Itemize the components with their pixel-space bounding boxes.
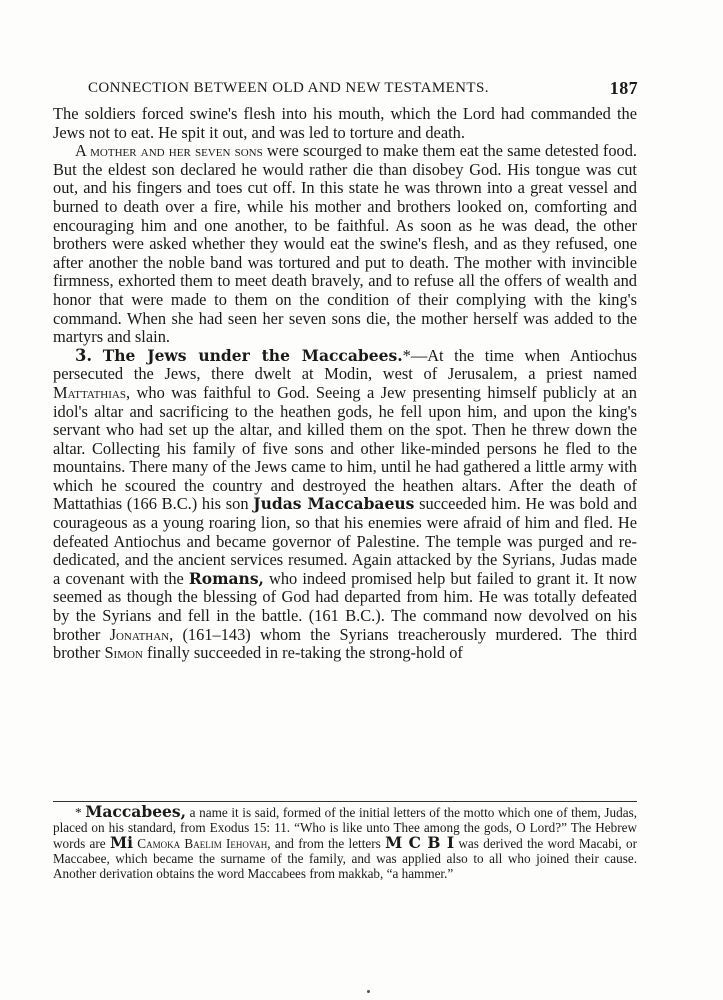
running-head-title: CONNECTION BETWEEN OLD AND NEW TESTAMENTS. bbox=[88, 80, 489, 96]
running-head bbox=[88, 78, 638, 100]
footnote bbox=[53, 804, 637, 881]
name-judas-maccabaeus: Judas Maccabaeus bbox=[253, 494, 415, 514]
term-romans: Romans, bbox=[188, 568, 264, 588]
paragraph-martyrdom-eleazar bbox=[53, 105, 637, 142]
footnote-text: was derived the word Macabi, or Maccabee, which became the surname of the family, and was applied also to all who joined their cause. Another derivation obtains the word Maccabees from makkab, “a hammer.” bbox=[53, 836, 638, 881]
body-text bbox=[53, 105, 637, 663]
hebrew-word: Iehovah bbox=[226, 836, 268, 851]
footnote-paragraph bbox=[53, 804, 637, 881]
section-number: 3. bbox=[75, 345, 93, 365]
paragraph-text: The soldiers forced swine's flesh into his mouth, which the Lord had commanded the Jews not to eat. He spit it out, and was led to torture and death. bbox=[53, 104, 637, 142]
paragraph-text: who indeed promised help but failed to grant it. It now seemed as though the blessing of God had departed from him. He was totally defeated by the Syrians and fell in the battle. (161 B.C.). The command now devolved on his brother bbox=[53, 568, 637, 644]
paragraph-lead-in: A mother and her seven sons bbox=[75, 141, 263, 161]
name-mattathias: Mattathias bbox=[53, 382, 126, 402]
footnote-term: Maccabees, bbox=[85, 802, 187, 821]
footnote-marker: * bbox=[75, 805, 82, 820]
hebrew-word: Mi bbox=[109, 833, 133, 852]
name-simon: Simon bbox=[104, 643, 143, 663]
paragraph-text: were scourged to make them eat the same detested food. But the eldest son declared he would rather die than disobey God. His tongue was cut out, and his fingers and toes cut off. In this state he was thrown into a great vessel and burned to death over a fire, while his mother and brothers looked on, comforting and encouraging him and one another, to be faithful. As soon as he was dead, the other brothers were asked whether they would eat the swine's flesh, and as they refused, one after another the noble band was tortured and put to death. The mother with invincible firmness, exhorted them to meet death bravely, and to refuse all the offers of wealth and honor that were made to them on the condition of their complying with the king's command. When she had seen her seven sons die, the mother herself was added to the martyrs and slain. bbox=[53, 141, 638, 347]
paragraph-text: succeeded him. He was bold and courageous as a young roaring lion, so that his enemies were afraid of him and fled. He defeated Antiochus and became governor of Palestine. The temple was purged and re-dedicated, and the ancient services resumed. Again attacked by the Syrians, Judas made a covenant with the bbox=[53, 494, 637, 588]
section-3-paragraph bbox=[53, 347, 637, 663]
paragraph-mother-seven-sons bbox=[53, 142, 637, 347]
paragraph-text: , (161–143) whom the Syrians treacherously murdered. The third brother bbox=[53, 624, 637, 663]
ink-speck bbox=[367, 990, 370, 993]
paragraph-text: finally succeeded in re-taking the strong-hold of bbox=[142, 643, 463, 663]
paragraph-text: —At the time when Antiochus persecuted the Jews, there dwelt at Modin, west of Jerusalem, a priest named bbox=[53, 345, 637, 384]
hebrew-word: Camoka bbox=[137, 836, 181, 851]
footnote-text: a name it is said, formed of the initial letters of the motto which one of them, Judas, placed on his standard, from Exodus 15: 11. “Who is like unto Thee among the gods, O Lord?” The Hebrew words are bbox=[53, 805, 638, 851]
paragraph-text: , who was faithful to God. Seeing a Jew presenting himself publicly at an idol's altar and sacrificing to the heathen gods, he fell upon him, and upon the king's servant who had set up the altar, and killed them on the spot. Then he threw down the altar. Collecting his family of five sons and other like-minded persons he fled to the mountains. There many of the Jews came to him, until he had gathered a little army with which he scoured the country and destroyed the heathen altars. After the death of Mattathias (166 B.C.) his son bbox=[53, 382, 637, 514]
hebrew-word: Baelim bbox=[184, 836, 222, 851]
footnote-text: , and from the letters bbox=[267, 836, 386, 851]
initial-letters: M C B I bbox=[385, 833, 455, 852]
section-heading: The Jews under the Maccabees. bbox=[102, 345, 403, 365]
name-jonathan: Jonathan bbox=[109, 624, 170, 644]
footnote-marker: * bbox=[402, 345, 411, 365]
page-number: 187 bbox=[609, 78, 638, 98]
